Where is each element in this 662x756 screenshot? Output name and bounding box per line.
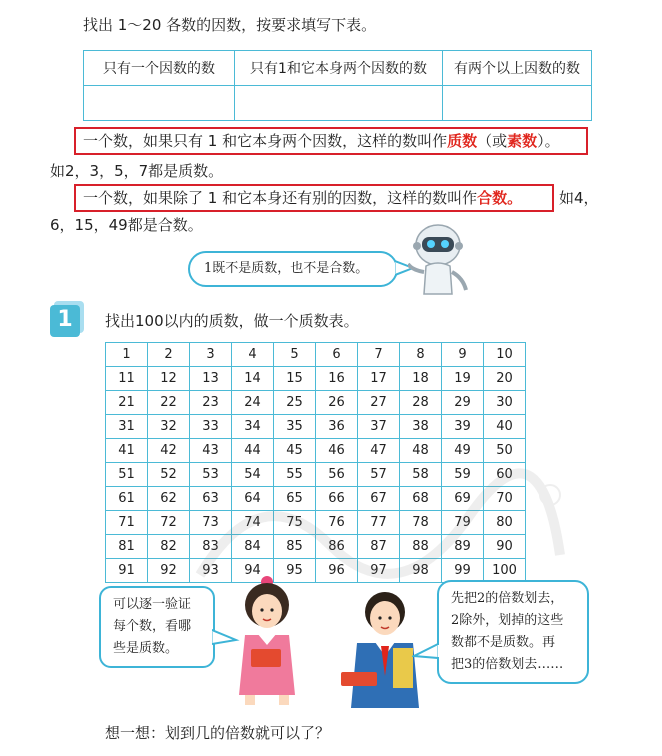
boy-speech-line: 把3的倍数划去…… xyxy=(451,657,564,672)
grid-cell[interactable]: 2 xyxy=(148,343,190,367)
composite-term: 合数。 xyxy=(477,189,523,207)
table-header: 只有一个因数的数 xyxy=(84,51,235,86)
grid-cell[interactable]: 71 xyxy=(106,511,148,535)
grid-cell[interactable]: 32 xyxy=(148,415,190,439)
grid-cell[interactable]: 54 xyxy=(232,463,274,487)
grid-cell[interactable]: 78 xyxy=(400,511,442,535)
grid-cell[interactable]: 86 xyxy=(316,535,358,559)
grid-cell[interactable]: 80 xyxy=(484,511,526,535)
grid-cell[interactable]: 1 xyxy=(106,343,148,367)
grid-cell[interactable]: 98 xyxy=(400,559,442,583)
grid-cell[interactable]: 68 xyxy=(400,487,442,511)
grid-cell[interactable]: 5 xyxy=(274,343,316,367)
grid-cell[interactable]: 88 xyxy=(400,535,442,559)
girl-speech-line: 每个数，看哪 xyxy=(113,619,192,634)
prime-paren-open: （或 xyxy=(477,132,508,150)
grid-cell[interactable]: 85 xyxy=(274,535,316,559)
grid-cell[interactable]: 21 xyxy=(106,391,148,415)
grid-cell[interactable]: 72 xyxy=(148,511,190,535)
boy-bubble-tail xyxy=(412,642,440,662)
prime-alt-term: 素数 xyxy=(507,132,538,150)
grid-row xyxy=(106,343,526,367)
exercise-instruction: 找出100以内的质数，做一个质数表。 xyxy=(105,312,359,330)
grid-cell[interactable]: 44 xyxy=(232,439,274,463)
grid-cell[interactable]: 27 xyxy=(358,391,400,415)
boy-speech-bubble xyxy=(437,580,589,684)
table-blank-cell[interactable] xyxy=(235,86,443,121)
grid-cell[interactable]: 43 xyxy=(190,439,232,463)
grid-cell[interactable]: 52 xyxy=(148,463,190,487)
grid-cell[interactable]: 17 xyxy=(358,367,400,391)
grid-cell[interactable]: 49 xyxy=(442,439,484,463)
composite-examples-tail: 如4， xyxy=(559,189,599,207)
intro-instruction: 找出 1～20 各数的因数，按要求填写下表。 xyxy=(83,16,377,34)
grid-row xyxy=(106,415,526,439)
grid-cell[interactable]: 66 xyxy=(316,487,358,511)
girl-illustration xyxy=(225,575,315,705)
grid-cell[interactable]: 56 xyxy=(316,463,358,487)
grid-cell[interactable]: 62 xyxy=(148,487,190,511)
grid-cell[interactable]: 19 xyxy=(442,367,484,391)
grid-cell[interactable]: 84 xyxy=(232,535,274,559)
grid-cell[interactable]: 34 xyxy=(232,415,274,439)
boy-speech-line: 先把2的倍数划去， xyxy=(451,591,564,606)
grid-cell[interactable]: 70 xyxy=(484,487,526,511)
grid-cell[interactable]: 58 xyxy=(400,463,442,487)
table-blank-cell[interactable] xyxy=(84,86,235,121)
grid-cell[interactable]: 37 xyxy=(358,415,400,439)
robot-speech-text: 1既不是质数，也不是合数。 xyxy=(204,261,369,276)
grid-cell[interactable]: 50 xyxy=(484,439,526,463)
grid-cell[interactable]: 75 xyxy=(274,511,316,535)
grid-cell[interactable]: 87 xyxy=(358,535,400,559)
grid-cell[interactable]: 97 xyxy=(358,559,400,583)
grid-cell[interactable]: 74 xyxy=(232,511,274,535)
grid-cell[interactable]: 11 xyxy=(106,367,148,391)
grid-cell[interactable]: 7 xyxy=(358,343,400,367)
girl-speech-line: 些是质数。 xyxy=(113,641,179,656)
grid-cell[interactable]: 79 xyxy=(442,511,484,535)
grid-cell[interactable]: 29 xyxy=(442,391,484,415)
grid-cell[interactable]: 31 xyxy=(106,415,148,439)
grid-cell[interactable]: 60 xyxy=(484,463,526,487)
composite-definition-text: 一个数，如果除了 1 和它本身还有别的因数，这样的数叫作 xyxy=(83,189,478,207)
grid-cell[interactable]: 89 xyxy=(442,535,484,559)
grid-cell[interactable]: 65 xyxy=(274,487,316,511)
grid-cell[interactable]: 59 xyxy=(442,463,484,487)
grid-cell[interactable]: 40 xyxy=(484,415,526,439)
grid-cell[interactable]: 6 xyxy=(316,343,358,367)
grid-cell[interactable]: 35 xyxy=(274,415,316,439)
grid-cell[interactable]: 64 xyxy=(232,487,274,511)
grid-cell[interactable]: 22 xyxy=(148,391,190,415)
grid-cell[interactable]: 13 xyxy=(190,367,232,391)
grid-cell[interactable]: 45 xyxy=(274,439,316,463)
grid-row xyxy=(106,391,526,415)
grid-cell[interactable]: 41 xyxy=(106,439,148,463)
robot-speech-bubble xyxy=(188,251,398,287)
boy-speech-line: 2除外，划掉的这些 xyxy=(451,613,564,628)
grid-cell[interactable]: 8 xyxy=(400,343,442,367)
grid-cell[interactable]: 25 xyxy=(274,391,316,415)
grid-row xyxy=(106,367,526,391)
grid-cell[interactable]: 76 xyxy=(316,511,358,535)
table-blank-cell[interactable] xyxy=(443,86,592,121)
girl-speech-bubble xyxy=(99,586,215,668)
grid-cell[interactable]: 24 xyxy=(232,391,274,415)
grid-cell[interactable]: 39 xyxy=(442,415,484,439)
grid-cell[interactable]: 14 xyxy=(232,367,274,391)
grid-cell[interactable]: 77 xyxy=(358,511,400,535)
grid-cell[interactable]: 53 xyxy=(190,463,232,487)
grid-cell[interactable]: 47 xyxy=(358,439,400,463)
grid-cell[interactable]: 26 xyxy=(316,391,358,415)
composite-definition xyxy=(83,187,522,209)
grid-cell[interactable]: 73 xyxy=(190,511,232,535)
grid-cell[interactable]: 12 xyxy=(148,367,190,391)
grid-cell[interactable]: 90 xyxy=(484,535,526,559)
girl-speech-line: 可以逐一验证 xyxy=(113,597,192,612)
grid-cell[interactable]: 92 xyxy=(148,559,190,583)
grid-cell[interactable]: 99 xyxy=(442,559,484,583)
prime-term: 质数 xyxy=(447,132,478,150)
grid-cell[interactable]: 16 xyxy=(316,367,358,391)
grid-cell[interactable]: 23 xyxy=(190,391,232,415)
grid-cell[interactable]: 55 xyxy=(274,463,316,487)
grid-cell[interactable]: 91 xyxy=(106,559,148,583)
grid-cell[interactable]: 81 xyxy=(106,535,148,559)
grid-cell[interactable]: 9 xyxy=(442,343,484,367)
factor-classification-table xyxy=(83,50,592,121)
grid-cell[interactable]: 61 xyxy=(106,487,148,511)
grid-cell[interactable]: 3 xyxy=(190,343,232,367)
grid-cell[interactable]: 46 xyxy=(316,439,358,463)
grid-cell[interactable]: 100 xyxy=(484,559,526,583)
grid-cell[interactable]: 38 xyxy=(400,415,442,439)
grid-cell[interactable]: 4 xyxy=(232,343,274,367)
grid-cell[interactable]: 94 xyxy=(232,559,274,583)
grid-cell[interactable]: 30 xyxy=(484,391,526,415)
prime-examples: 如2，3，5，7都是质数。 xyxy=(50,162,224,180)
table-header: 只有1和它本身两个因数的数 xyxy=(235,51,443,86)
table-header: 有两个以上因数的数 xyxy=(443,51,592,86)
composite-examples: 6，15，49都是合数。 xyxy=(50,216,203,234)
grid-cell[interactable]: 36 xyxy=(316,415,358,439)
grid-cell[interactable]: 83 xyxy=(190,535,232,559)
grid-cell[interactable]: 33 xyxy=(190,415,232,439)
grid-cell[interactable]: 63 xyxy=(190,487,232,511)
grid-cell[interactable]: 95 xyxy=(274,559,316,583)
prime-definition-text: 一个数，如果只有 1 和它本身两个因数，这样的数叫作 xyxy=(83,132,448,150)
prime-definition xyxy=(83,130,560,152)
grid-cell[interactable]: 20 xyxy=(484,367,526,391)
grid-cell[interactable]: 51 xyxy=(106,463,148,487)
grid-cell[interactable]: 67 xyxy=(358,487,400,511)
robot-icon xyxy=(408,220,478,298)
grid-cell[interactable]: 82 xyxy=(148,535,190,559)
boy-speech-line: 数都不是质数。再 xyxy=(451,635,556,650)
grid-cell[interactable]: 15 xyxy=(274,367,316,391)
grid-cell[interactable]: 18 xyxy=(400,367,442,391)
grid-cell[interactable]: 69 xyxy=(442,487,484,511)
exercise-number: 1 xyxy=(57,307,73,332)
grid-cell[interactable]: 93 xyxy=(190,559,232,583)
grid-cell[interactable]: 28 xyxy=(400,391,442,415)
grid-cell[interactable]: 57 xyxy=(358,463,400,487)
prime-paren-close: ）。 xyxy=(537,132,560,150)
grid-cell[interactable]: 96 xyxy=(316,559,358,583)
think-question: 想一想：划到几的倍数就可以了？ xyxy=(105,724,331,742)
grid-cell[interactable]: 10 xyxy=(484,343,526,367)
grid-cell[interactable]: 42 xyxy=(148,439,190,463)
grid-cell[interactable]: 48 xyxy=(400,439,442,463)
